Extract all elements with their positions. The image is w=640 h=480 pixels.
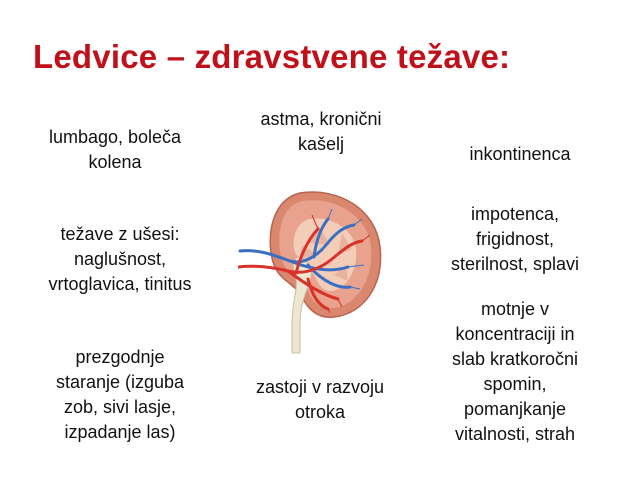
kidney-illustration-icon bbox=[238, 185, 388, 355]
item-incontinence: inkontinenca bbox=[469, 144, 571, 164]
item-development-delay: zastoji v razvoju otroka bbox=[255, 377, 385, 422]
item-asthma: astma, kronični kašelj bbox=[260, 109, 382, 154]
item-lumbago: lumbago, boleča kolena bbox=[48, 127, 182, 172]
item-ear-problems: težave z ušesi: naglušnost, vrtoglavica, tinitus bbox=[48, 224, 192, 294]
item-impotence: impotenca, frigidnost, sterilnost, splavi bbox=[450, 204, 580, 274]
item-premature-aging: prezgodnje staranje (izguba zob, sivi lasje, izpadanje las) bbox=[55, 347, 185, 442]
item-concentration: motnje v koncentraciji in slab kratkoročni spomin, pomanjkanje vitalnosti, strah bbox=[451, 299, 579, 444]
slide-title: Ledvice – zdravstvene težave: bbox=[33, 38, 511, 75]
